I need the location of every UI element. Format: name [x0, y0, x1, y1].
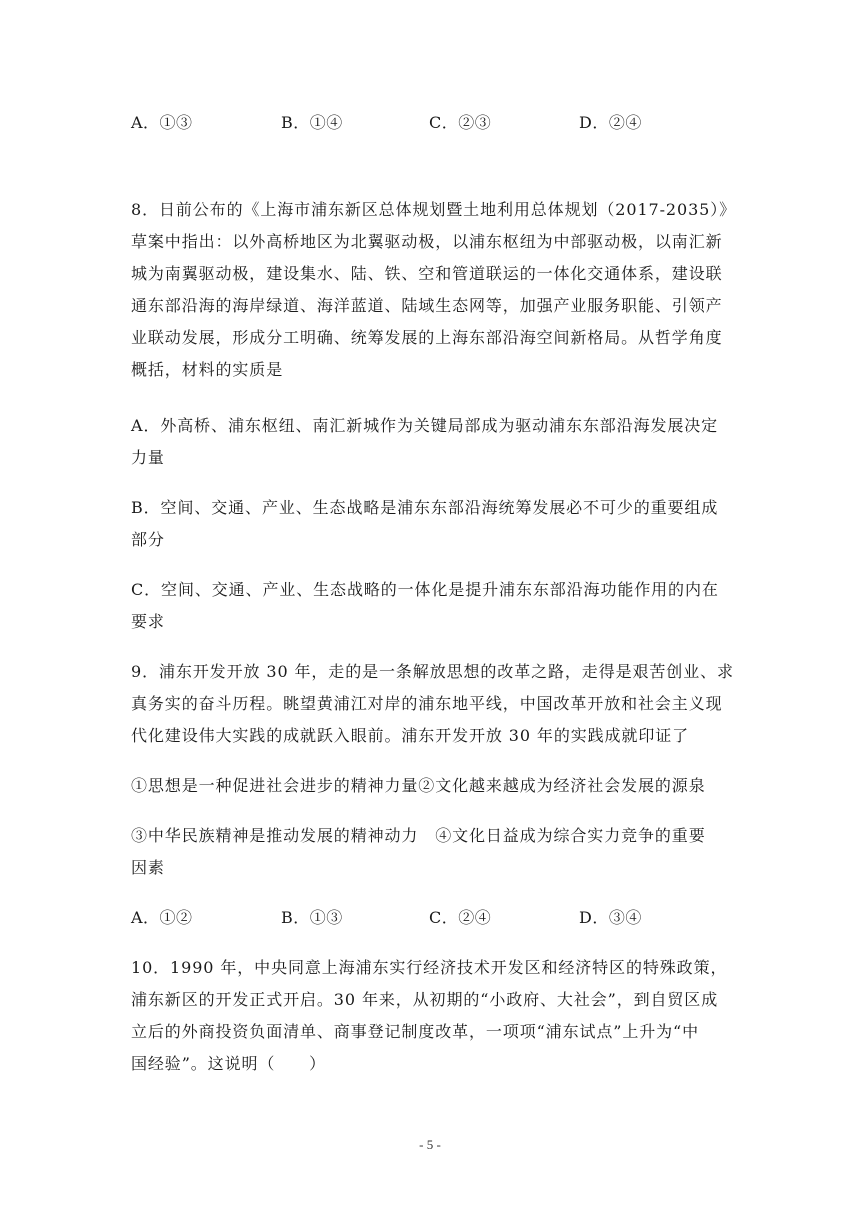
- q7-options: [131, 113, 731, 133]
- q8-stem-line: 概括，材料的实质是: [131, 360, 284, 379]
- q10-stem-line: 国经验”。这说明（ ）: [131, 1054, 326, 1073]
- q9-stem-line: 9．浦东开发开放 30 年，走的是一条解放思想的改革之路，走得是艰苦创业、求: [131, 662, 734, 681]
- q7-option-a: A．①③: [131, 113, 193, 132]
- q8-option-b: B．空间、交通、产业、生态战略是浦东东部沿海统筹发展必不可少的重要组成: [131, 498, 719, 517]
- q8-stem-line: 通东部沿海的海岸绿道、海洋蓝道、陆域生态网等，加强产业服务职能、引领产: [131, 296, 723, 315]
- q10-stem-line: 10．1990 年，中央同意上海浦东实行经济技术开发区和经济特区的特殊政策，: [131, 958, 728, 977]
- q9-option-d: D．③④: [579, 908, 642, 927]
- page-number: - 5 -: [419, 1137, 441, 1152]
- q9-option-b: B．①③: [281, 908, 343, 927]
- q8-stem-line: 8．日前公布的《上海市浦东新区总体规划暨土地利用总体规划（2017-2035）》: [131, 200, 737, 219]
- q7-option-b: B．①④: [281, 113, 343, 132]
- q9-items-line-cont: 因素: [131, 858, 165, 877]
- q10-stem-line: 浦东新区的开发正式开启。30 年来，从初期的“小政府、大社会”，到自贸区成: [131, 990, 719, 1009]
- q8-stem-line: 草案中指出：以外高桥地区为北翼驱动极，以浦东枢纽为中部驱动极，以南汇新: [131, 232, 723, 251]
- q8-option-b-cont: 部分: [131, 530, 165, 549]
- q8-option-c: C．空间、交通、产业、生态战略的一体化是提升浦东东部沿海功能作用的内在: [131, 580, 719, 599]
- q9-options: [131, 908, 731, 928]
- q8-option-a-cont: 力量: [131, 448, 165, 467]
- q8-option-a: A．外高桥、浦东枢纽、南汇新城作为关键局部成为驱动浦东东部沿海发展决定: [131, 416, 719, 435]
- q9-items-line: ①思想是一种促进社会进步的精神力量②文化越来越成为经济社会发展的源泉: [131, 776, 706, 795]
- q7-option-d: D．②④: [579, 113, 642, 132]
- q9-items-line: ③中华民族精神是推动发展的精神动力 ④文化日益成为综合实力竞争的重要: [131, 826, 706, 845]
- q9-stem-line: 真务实的奋斗历程。眺望黄浦江对岸的浦东地平线，中国改革开放和社会主义现: [131, 694, 723, 713]
- q9-stem-line: 代化建设伟大实践的成就跃入眼前。浦东开发开放 30 年的实践成就印证了: [131, 726, 690, 745]
- q9-option-c: C．②④: [429, 908, 492, 927]
- q9-option-a: A．①②: [131, 908, 193, 927]
- q8-stem-line: 城为南翼驱动极，建设集水、陆、铁、空和管道联运的一体化交通体系，建设联: [131, 264, 723, 283]
- q10-stem-line: 立后的外商投资负面清单、商事登记制度改革，一项项“浦东试点”上升为“中: [131, 1022, 700, 1041]
- q8-stem-line: 业联动发展，形成分工明确、统筹发展的上海东部沿海空间新格局。从哲学角度: [131, 328, 723, 347]
- q8-option-c-cont: 要求: [131, 612, 165, 631]
- q7-option-c: C．②③: [429, 113, 492, 132]
